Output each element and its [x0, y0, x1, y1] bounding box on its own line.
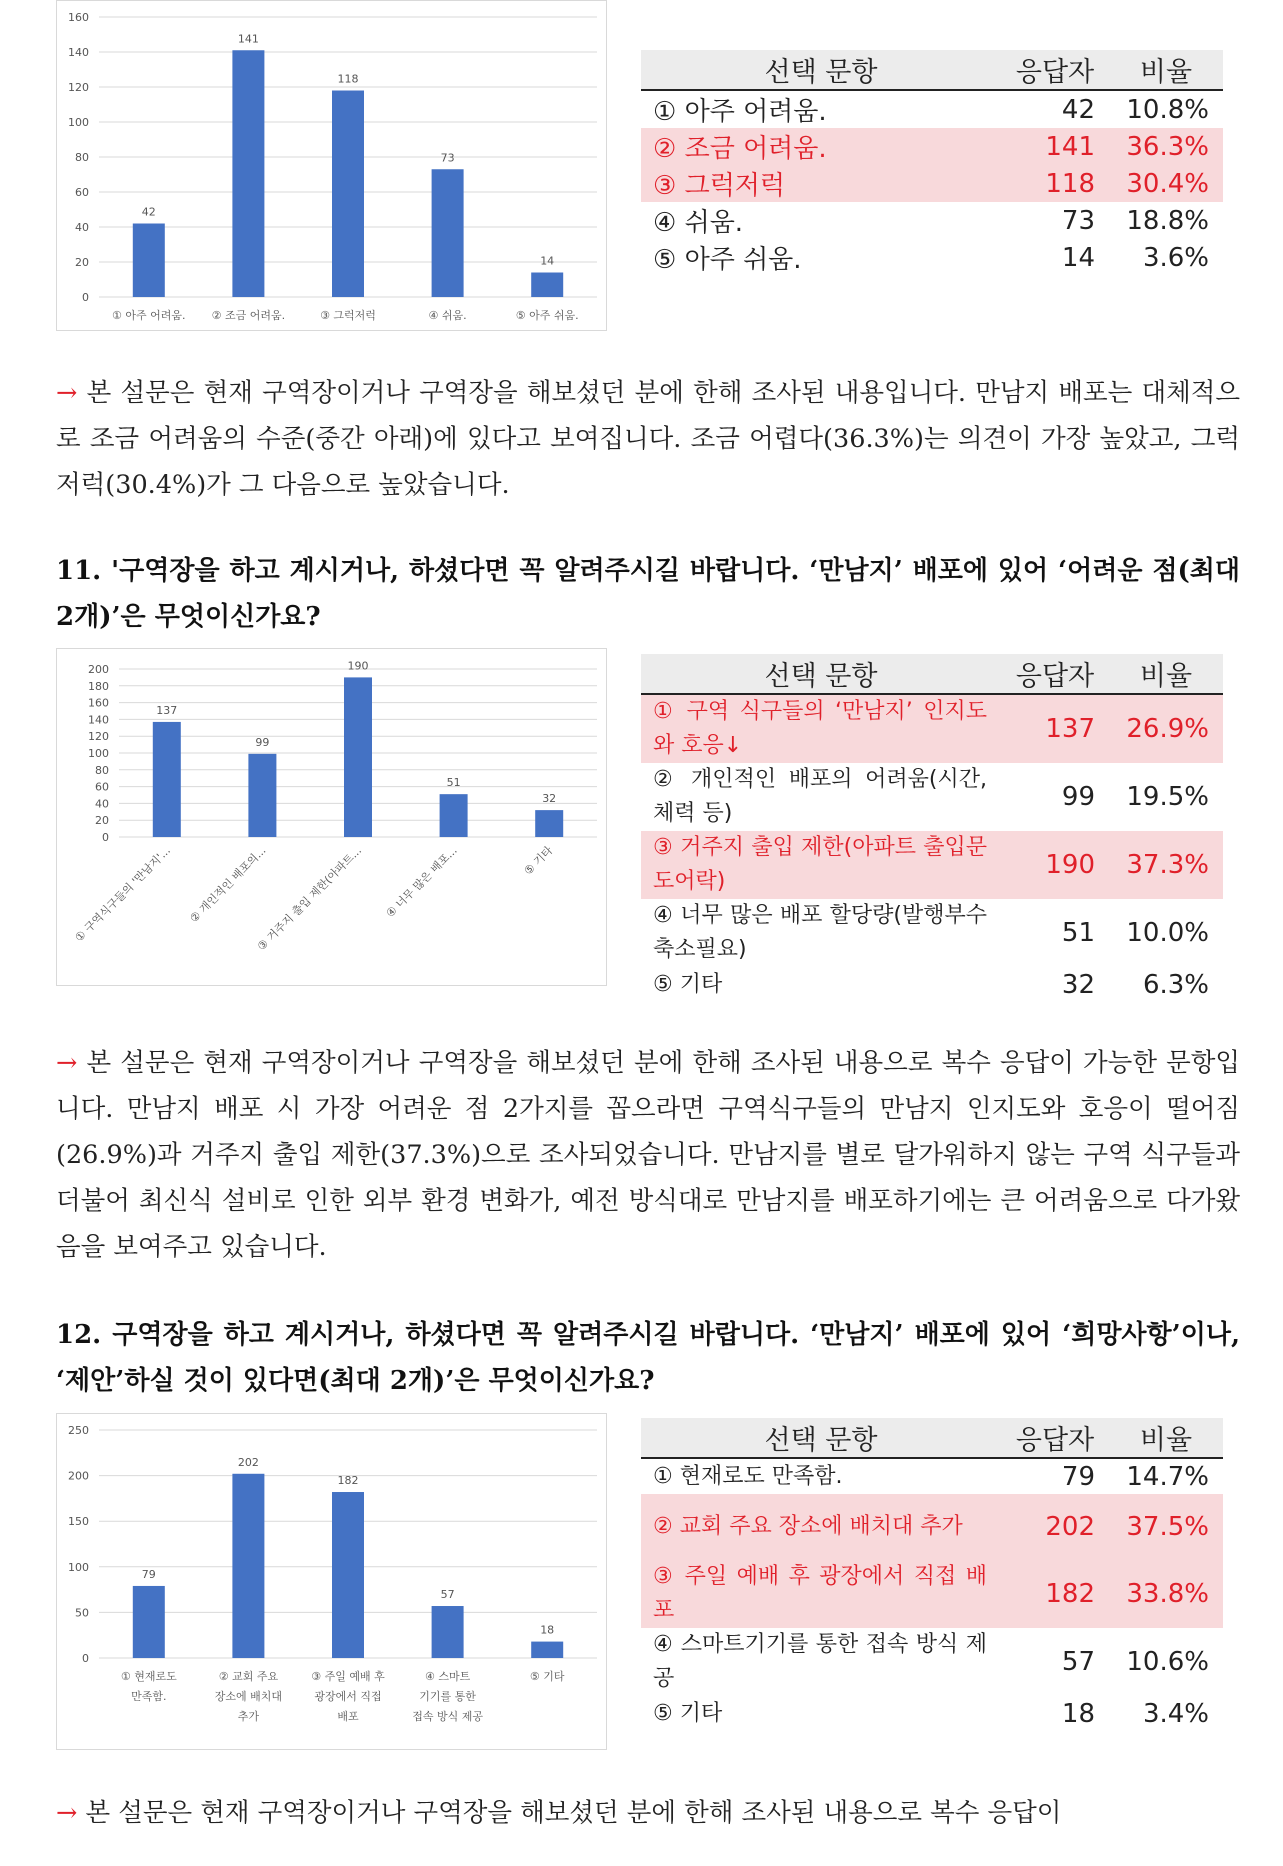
bar	[248, 754, 276, 837]
data-label: 99	[255, 735, 270, 749]
option-cell: ④ 너무 많은 배포 할당량(발행부수 축소필요)	[653, 903, 987, 962]
count-cell: 79	[1061, 1461, 1095, 1492]
x-tick-label: 기기를 통한	[419, 1690, 476, 1703]
arrow-icon: →	[56, 378, 78, 408]
y-tick-label: 0	[82, 1652, 89, 1665]
option-cell: ③ 주일 예배 후 광장에서 직접 배포	[641, 1560, 1001, 1628]
table-row	[641, 1458, 1223, 1494]
option-cell: ② 개인적인 배포의 어려움(시간, 체력 등)	[653, 767, 987, 826]
arrow-icon: →	[56, 1048, 78, 1078]
data-label: 18	[540, 1623, 555, 1637]
data-label: 202	[237, 1455, 259, 1469]
data-label: 137	[156, 703, 178, 717]
bar	[232, 50, 264, 297]
table-difficulties	[641, 654, 1223, 1003]
y-tick-label: 250	[68, 1424, 89, 1437]
y-tick-label: 20	[95, 814, 109, 828]
y-tick-label: 40	[75, 221, 89, 234]
y-tick-label: 160	[68, 11, 89, 24]
pct-cell: 10.6%	[1126, 1647, 1209, 1677]
x-tick-label: 접속 방식 제공	[412, 1710, 483, 1723]
chart-1-svg	[57, 1, 606, 330]
count-cell: 14	[1061, 242, 1095, 273]
x-tick-label: 광장에서 직접	[314, 1690, 382, 1703]
question-11: 11. '구역장을 하고 계시거나, 하셨다면 꼭 알려주시길 바랍니다. ‘만남지’ 배포에 있어 ‘어려운 점(최대 2개)’은 무엇이신가요?	[56, 556, 1240, 632]
arrow-icon: →	[56, 1798, 78, 1828]
data-label: 42	[141, 205, 156, 219]
pct-cell: 3.6%	[1142, 242, 1209, 273]
option-cell: ① 현재로도 만족함.	[653, 1463, 843, 1489]
bar	[153, 722, 181, 837]
table-header-ratio: 비율	[1109, 654, 1223, 694]
table-row	[641, 831, 1223, 899]
option-cell: ④ 스마트기기를 통한 접속 방식 제공	[653, 1632, 987, 1691]
paragraph-text: 본 설문은 현재 구역장이거나 구역장을 해보셨던 분에 한해 조사된 내용입니다. 만남지 배포는 대체적으로 조금 어려움의 수준(중간 아래)에 있다고 보여집니다. 조금 어렵다(36.3%)는 의견이 가장 높았고, 그럭저럭(30.4%)가 그 다음으로 높았습니다.	[56, 378, 1240, 500]
pct-cell: 36.3%	[1109, 128, 1223, 165]
table-header-respondents: 응답자	[1001, 50, 1109, 90]
y-tick-label: 50	[75, 1606, 89, 1620]
table-row	[641, 694, 1223, 763]
count-cell: 99	[1061, 782, 1095, 812]
table-header-option: 선택 문항	[641, 1418, 1001, 1458]
count-cell: 18	[1061, 1699, 1095, 1729]
pct-cell: 37.3%	[1109, 831, 1223, 899]
x-tick-label: ④ 너무 많은 배포...	[383, 843, 460, 921]
table-suggestions	[641, 1418, 1223, 1732]
pct-cell: 26.9%	[1109, 694, 1223, 763]
x-tick-label: 만족함.	[131, 1690, 167, 1703]
y-tick-label: 180	[88, 679, 109, 693]
paragraph-text: 본 설문은 현재 구역장이거나 구역장을 해보셨던 분에 한해 조사된 내용으로 복수 응답이	[77, 1798, 1062, 1828]
chart-suggestions	[56, 1413, 607, 1750]
pct-cell: 37.5%	[1109, 1494, 1223, 1560]
x-tick-label: ② 조금 어려움.	[211, 309, 286, 322]
table-row	[641, 239, 1223, 276]
x-tick-label: ② 교회 주요	[218, 1670, 279, 1683]
x-tick-label: ⑤ 기타	[529, 1670, 565, 1683]
x-tick-label: ② 개인적인 배포의...	[187, 843, 269, 926]
count-cell: 118	[1001, 165, 1109, 202]
chart-difficulties	[56, 648, 607, 986]
option-cell: ⑤ 기타	[653, 972, 723, 997]
pct-cell: 33.8%	[1109, 1560, 1223, 1628]
count-cell: 32	[1061, 970, 1095, 1000]
y-tick-label: 0	[82, 291, 89, 304]
table-header-option: 선택 문항	[641, 654, 1001, 694]
y-tick-label: 100	[68, 116, 89, 129]
table-row	[641, 899, 1223, 967]
chart-difficulty	[56, 0, 607, 331]
count-cell: 141	[1001, 128, 1109, 165]
table-row	[641, 165, 1223, 202]
option-cell: ② 조금 어려움.	[641, 128, 1001, 165]
y-tick-label: 150	[68, 1515, 89, 1529]
bar	[440, 794, 468, 837]
pct-cell: 19.5%	[1126, 782, 1209, 812]
analysis-paragraph-2	[56, 1040, 1240, 1270]
table-row	[641, 202, 1223, 239]
x-tick-label: ③ 주일 예배 후	[311, 1670, 385, 1683]
y-tick-label: 80	[75, 151, 89, 164]
data-label: 57	[440, 1588, 455, 1602]
data-label: 141	[237, 32, 259, 46]
x-tick-label: 추가	[237, 1710, 260, 1723]
table-row	[641, 763, 1223, 831]
bar	[535, 810, 563, 837]
table-row	[641, 1494, 1223, 1560]
data-label: 73	[440, 151, 455, 165]
option-cell: ③ 그럭저럭	[641, 165, 1001, 202]
bar	[531, 1642, 563, 1658]
count-cell: 182	[1001, 1560, 1109, 1628]
y-tick-label: 200	[88, 663, 109, 676]
data-label: 118	[337, 72, 359, 86]
x-tick-label: ③ 그럭저럭	[320, 309, 376, 322]
y-tick-label: 160	[88, 696, 109, 710]
pct-cell: 6.3%	[1142, 970, 1209, 1000]
chart-3-svg	[57, 1414, 606, 1749]
bar	[332, 91, 364, 298]
x-tick-label: 장소에 배치대	[214, 1690, 283, 1703]
y-tick-label: 80	[95, 763, 109, 777]
data-label: 14	[540, 254, 555, 268]
table-header-respondents: 응답자	[1001, 1418, 1109, 1458]
table-difficulty	[641, 50, 1223, 276]
bar	[232, 1474, 264, 1658]
x-tick-label: 배포	[337, 1710, 359, 1723]
pct-cell: 30.4%	[1109, 165, 1223, 202]
x-tick-label: ① 아주 어려움.	[112, 309, 186, 322]
bar	[531, 273, 563, 298]
table-row	[641, 1628, 1223, 1696]
bar	[432, 1606, 464, 1658]
y-tick-label: 140	[68, 46, 89, 59]
table-row	[641, 1560, 1223, 1628]
x-tick-label: ④ 쉬움.	[428, 309, 467, 322]
count-cell: 57	[1061, 1647, 1095, 1677]
bar	[344, 677, 372, 837]
pct-cell: 18.8%	[1126, 205, 1209, 236]
pct-cell: 14.7%	[1126, 1461, 1209, 1492]
data-label: 51	[446, 776, 461, 790]
y-tick-label: 60	[95, 780, 109, 794]
y-tick-label: 200	[68, 1469, 89, 1483]
y-tick-label: 0	[102, 831, 109, 844]
data-label: 190	[347, 659, 369, 673]
table-header-respondents: 응답자	[1001, 654, 1109, 694]
option-cell: ④ 쉬움.	[653, 208, 744, 238]
option-cell: ② 교회 주요 장소에 배치대 추가	[641, 1494, 1001, 1560]
count-cell: 42	[1061, 94, 1095, 125]
pct-cell: 10.0%	[1126, 918, 1209, 948]
count-cell: 202	[1001, 1494, 1109, 1560]
x-tick-label: ① 현재로도	[120, 1670, 177, 1683]
option-cell: ① 구역 식구들의 ‘만남지’ 인지도와 호응↓	[641, 694, 1001, 763]
count-cell: 51	[1061, 918, 1095, 948]
x-tick-label: ③ 거주지 출입 제한(아파트...	[254, 843, 365, 954]
option-cell: ③ 거주지 출입 제한(아파트 출입문 도어락)	[641, 831, 1001, 899]
bar	[133, 1586, 165, 1658]
table-row	[641, 967, 1223, 1003]
bar	[332, 1492, 364, 1658]
pct-cell: 10.8%	[1126, 94, 1209, 125]
y-tick-label: 60	[75, 186, 89, 199]
y-tick-label: 100	[88, 747, 109, 760]
count-cell: 137	[1001, 694, 1109, 763]
table-row	[641, 90, 1223, 128]
bar	[133, 224, 165, 298]
x-tick-label: ① 구역식구들의 '만남지'...	[72, 843, 173, 945]
table-row	[641, 128, 1223, 165]
option-cell: ⑤ 기타	[653, 1701, 723, 1726]
y-tick-label: 120	[68, 81, 89, 94]
chart-2-svg	[57, 649, 606, 985]
x-tick-label: ⑤ 아주 쉬움.	[515, 309, 579, 322]
question-12: 12. 구역장을 하고 계시거나, 하셨다면 꼭 알려주시길 바랍니다. ‘만남지’ 배포에 있어 ‘희망사항’이나, ‘제안’하실 것이 있다면(최대 2개)’은 무엇이신가요?	[56, 1320, 1240, 1396]
count-cell: 190	[1001, 831, 1109, 899]
x-tick-label: ④ 스마트	[424, 1670, 471, 1683]
analysis-paragraph-3	[56, 1790, 1240, 1836]
table-header-option: 선택 문항	[641, 50, 1001, 90]
data-label: 79	[141, 1567, 156, 1581]
table-header-ratio: 비율	[1109, 1418, 1223, 1458]
y-tick-label: 140	[88, 713, 109, 727]
paragraph-text: 본 설문은 현재 구역장이거나 구역장을 해보셨던 분에 한해 조사된 내용으로 복수 응답이 가능한 문항입니다. 만남지 배포 시 가장 어려운 점 2가지를 꼽으라면 구역식구들의 만남지 인지도와 호응이 떨어짐(26.9%)과 거주지 출입 제한(37.3%)으로 조사되었습니다. 만남지를 별로 달가워하지 않는 구역 식구들과 더불어 최신식 설비로 인한 외부 환경 변화가, 예전 방식대로 만남지를 배포하기에는 큰 어려움으로 다가왔음을 보여주고 있습니다.	[56, 1048, 1240, 1262]
y-tick-label: 20	[75, 256, 89, 269]
option-cell: ① 아주 어려움.	[653, 97, 827, 127]
bar	[432, 169, 464, 297]
table-row	[641, 1696, 1223, 1732]
count-cell: 73	[1061, 205, 1095, 236]
data-label: 182	[337, 1474, 359, 1488]
option-cell: ⑤ 아주 쉬움.	[653, 245, 802, 275]
table-header-ratio: 비율	[1109, 50, 1223, 90]
data-label: 32	[542, 792, 557, 806]
pct-cell: 3.4%	[1142, 1699, 1209, 1729]
y-tick-label: 40	[95, 797, 109, 811]
x-tick-label: ⑤ 기타	[521, 843, 556, 878]
y-tick-label: 120	[88, 730, 109, 744]
y-tick-label: 100	[68, 1560, 89, 1574]
analysis-paragraph-1	[56, 370, 1240, 508]
